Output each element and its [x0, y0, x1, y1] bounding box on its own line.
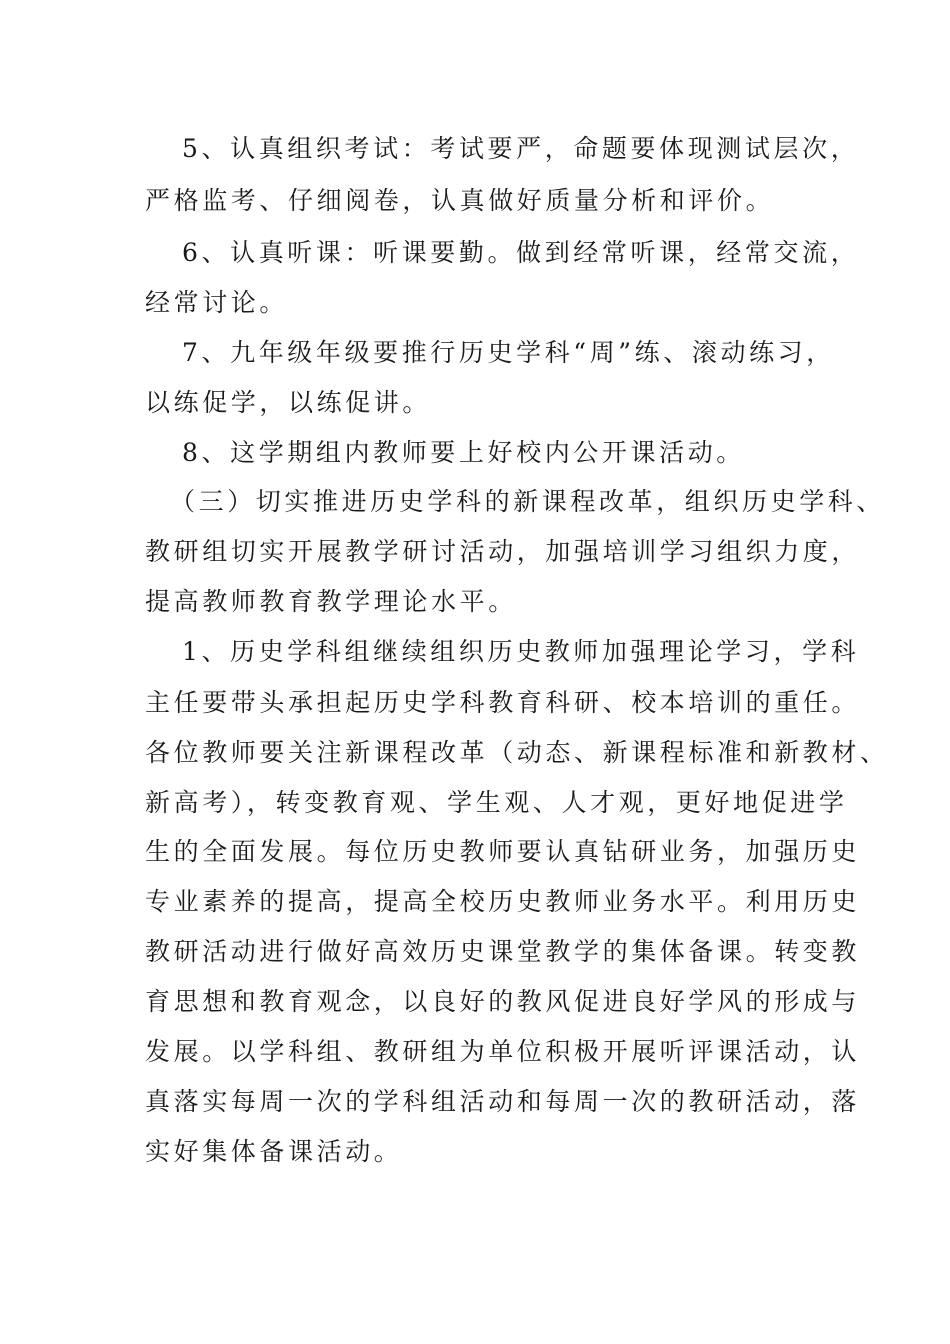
text-line: 各位教师要关注新课程改革（动态、新课程标准和新教材、: [145, 738, 889, 767]
text-line: 新高考），转变教育观、学生观、人才观，更好地促进学: [145, 788, 848, 817]
text-line: 经常讨论。: [145, 288, 289, 317]
text-line: 主任要带头承担起历史学科教育科研、校本培训的重任。: [145, 688, 861, 717]
text-line: 7、九年级年级要推行历史学科“周”练、滚动练习，: [182, 338, 835, 367]
text-line: 6、认真听课：听课要勤。做到经常听课，经常交流，: [182, 238, 860, 267]
text-line: 教研组切实开展教学研讨活动，加强培训学习组织力度，: [145, 537, 861, 566]
text-line: 专业素养的提高，提高全校历史教师业务水平。利用历史: [145, 887, 861, 916]
text-line: 实好集体备课活动。: [145, 1137, 403, 1166]
text-line: 育思想和教育观念，以良好的教风促进良好学风的形成与: [145, 987, 861, 1016]
text-line: 真落实每周一次的学科组活动和每周一次的教研活动，落: [145, 1087, 861, 1116]
text-line: 5、认真组织考试：考试要严，命题要体现测试层次，: [182, 134, 860, 163]
text-line: 8、这学期组内教师要上好校内公开课活动。: [182, 438, 745, 467]
text-line: 教研活动进行做好高效历史课堂教学的集体备课。转变教: [145, 937, 861, 966]
text-line: 生的全面发展。每位历史教师要认真钻研业务，加强历史: [145, 837, 861, 866]
text-line: 提高教师教育教学理论水平。: [145, 587, 517, 616]
section-heading: （三）切实推进历史学科的新课程改革，组织历史学科、: [170, 487, 886, 516]
text-line: 严格监考、仔细阅卷，认真做好质量分析和评价。: [145, 186, 775, 215]
text-line: 发展。以学科组、教研组为单位积极开展听评课活动，认: [145, 1037, 861, 1066]
text-line: 以练促学，以练促讲。: [145, 388, 432, 417]
text-line: 1、历史学科组继续组织历史教师加强理论学习，学科: [182, 637, 860, 666]
